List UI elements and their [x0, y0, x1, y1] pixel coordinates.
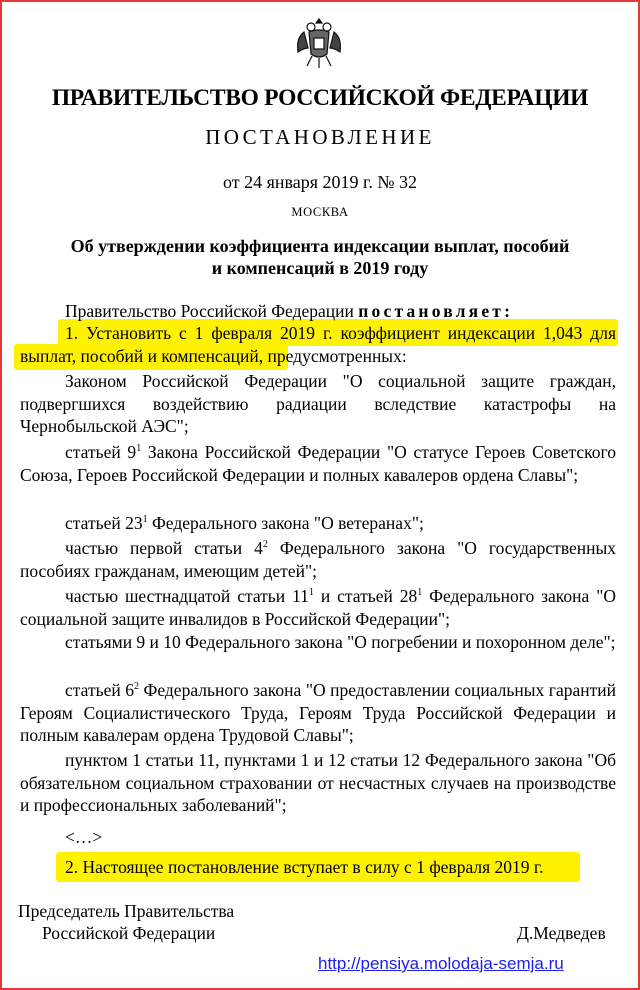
signature-position-line-2: Российской Федерации	[42, 923, 216, 943]
item-1	[20, 322, 616, 367]
law-item	[20, 631, 616, 654]
law-4-text-b: Федерального закона "О государственных пособиях гражданам, имеющим детей";	[20, 538, 616, 581]
law-item	[20, 512, 616, 535]
item-1-rest: предусмотренных:	[263, 345, 407, 366]
law-5-text-a: частью шестнадцатой статьи 11	[65, 586, 309, 606]
intro-text: Правительство Российской Федерации	[65, 301, 359, 321]
law-2-sup: 1	[136, 443, 142, 455]
law-8-text: пунктом 1 статьи 11, пунктами 1 и 12 статьи 12 Федерального закона "Об обязательном социальном страховании от несчастных случаев на производстве и профессиональных заболеваний";	[20, 750, 616, 815]
law-item	[20, 537, 616, 582]
law-4-text-a: частью первой статьи 4	[65, 538, 263, 558]
law-2-text-b: Закона Российской Федерации "О статусе Героев Советского Союза, Героев Российской Федерации и полных кавалеров ордена Славы";	[20, 442, 616, 485]
heading-line-1: Об утверждении коэффициента индексации выплат, пособий	[70, 236, 570, 256]
law-3-text-b: Федерального закона "О ветеранах";	[147, 513, 424, 533]
law-5-text-c: Федерального закона "О социальной защите инвалидов в Российской Федерации";	[20, 586, 617, 629]
ellipsis: <…>	[65, 827, 103, 847]
law-1-text: Законом Российской Федерации "О социальной защите граждан, подвергшихся воздействию радиации вследствие катастрофы на Чернобыльской АЭС";	[20, 371, 616, 436]
law-item	[20, 679, 616, 747]
law-5-sup-2: 1	[417, 587, 423, 599]
item-1-highlight-a: 1. Установить с 1 февраля 2019 г. коэффициент индексации 1,043 для	[65, 323, 616, 343]
law-item	[20, 585, 616, 630]
document-type: ПОСТАНОВЛЕНИЕ	[205, 125, 435, 149]
law-7-text-b: Федерального закона "О предоставлении социальных гарантий Героям Социалистического Труда, Героям Труда Российской Федерации и полным кавалерам ордена Трудовой Славы";	[20, 680, 616, 745]
law-7-text-a: статьей 6	[65, 680, 134, 700]
law-3-sup: 1	[142, 514, 148, 526]
law-2-text-a: статьей 9	[65, 442, 137, 462]
intro-paragraph	[20, 300, 616, 323]
document-city: МОСКВА	[291, 205, 349, 219]
document-date-number: от 24 января 2019 г. № 32	[222, 172, 418, 192]
page-title: ПРАВИТЕЛЬСТВО РОССИЙСКОЙ ФЕДЕРАЦИИ	[51, 85, 589, 111]
signature-position	[18, 900, 234, 944]
law-item	[20, 370, 616, 438]
item-2	[20, 856, 616, 879]
intro-action: постановляет:	[358, 301, 514, 321]
signature-position-line-1: Председатель Правительства	[18, 901, 235, 921]
law-4-sup: 2	[262, 539, 268, 551]
coat-of-arms-icon	[294, 18, 344, 70]
law-6-text: статьями 9 и 10 Федерального закона "О погребении и похоронном деле";	[65, 632, 616, 652]
law-7-sup: 2	[134, 681, 139, 693]
law-3-text-a: статьей 23	[65, 513, 143, 533]
document-heading	[60, 235, 580, 279]
law-5-text-b: и статьей 28	[313, 586, 418, 606]
source-link[interactable]: http://pensiya.molodaja-semja.ru	[318, 954, 564, 973]
signature-name: Д.Медведев	[517, 923, 606, 943]
law-item	[20, 749, 616, 817]
law-5-sup-1: 1	[308, 587, 314, 599]
item-1-highlight-b: выплат, пособий и компенсаций,	[20, 345, 264, 366]
item-2-text: 2. Настоящее постановление вступает в силу с 1 февраля 2019 г.	[65, 857, 544, 877]
heading-line-2: и компенсаций в 2019 году	[211, 258, 429, 278]
law-item	[20, 441, 616, 486]
